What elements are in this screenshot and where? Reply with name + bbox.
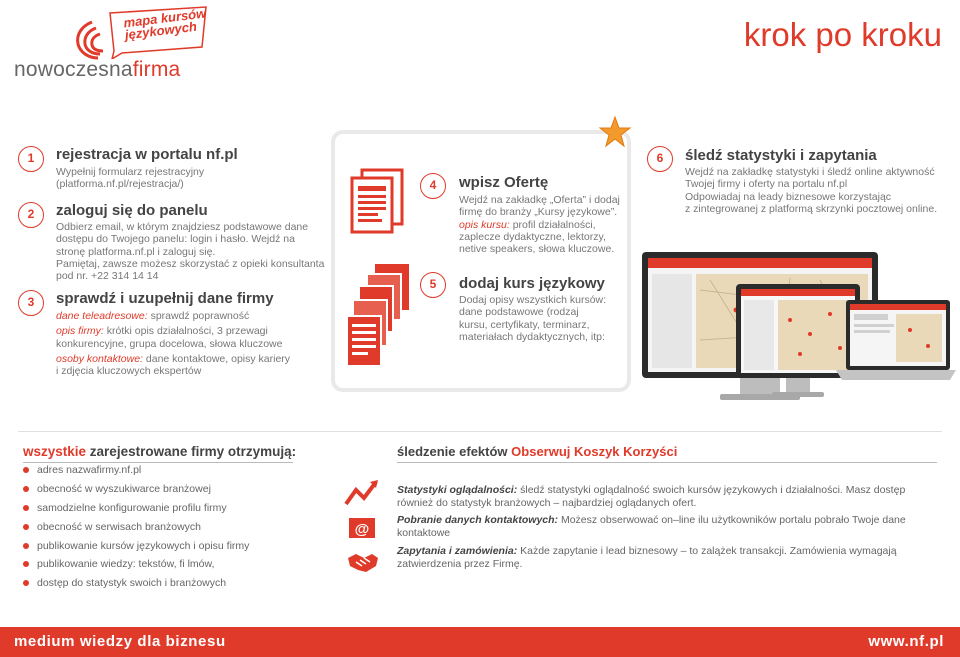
stacked-documents-icon (345, 262, 415, 374)
benefits-title-rest: zarejestrowane firmy otrzymują: (86, 444, 297, 459)
step-5-line: materiałach dydaktycznych, itp: (459, 330, 605, 343)
email-at-icon (348, 514, 378, 542)
step-3-label: opis firmy: (56, 325, 104, 338)
step-2-line: dostępu do Twojego panelu: login i hasło. Wejdź na (56, 233, 295, 246)
feature-orders (397, 545, 937, 571)
step-3-line: konkurencyjne, grupa docelowa, słowa kluczowe (56, 337, 283, 350)
feature-stats (397, 484, 937, 510)
step-5-number: 5 (420, 272, 446, 298)
brand-logo-icon (72, 20, 106, 60)
step-6-title: śledź statystyki i zapytania (685, 147, 877, 164)
feature-label: Zapytania i zamówienia: (397, 545, 518, 557)
step-3-label: osoby kontaktowe: (56, 352, 143, 365)
step-1-text (56, 166, 204, 191)
step-4-title: wpisz Ofertę (459, 174, 549, 191)
step-1-title: rejestracja w portalu nf.pl (56, 146, 238, 163)
step-3-number: 3 (18, 290, 44, 316)
benefits-title-underline (23, 462, 293, 463)
benefits-title (23, 444, 296, 459)
step-4-number: 4 (420, 173, 446, 199)
step-2-line: stronę platforma.nf.pl i zaloguj się. (56, 245, 216, 258)
feature-text: śledź statystyki oglądalność swoich kursów językowych i działalności. Masz dostęp również do statystyk branżowych – najbardziej oglądanych ofert. (397, 484, 906, 509)
step-5-line: Dodaj opisy wszystkich kursów: (459, 294, 607, 306)
step-2-title: zaloguj się do panelu (56, 202, 208, 219)
step-1-line: Wypełnij formularz rejestracyjny (56, 166, 205, 178)
benefit-item: publikowanie wiedzy: tekstów, fi lmów, (23, 558, 214, 570)
step-4-text (459, 194, 624, 255)
step-6-line: z zintegrowanej z platformą skrzynki pocztowej online. (685, 202, 938, 215)
feature-text: Możesz obserwować on–line ilu użytkowników portalu pobrało Twoje dane kontaktowe (397, 514, 906, 539)
step-4-line (459, 219, 624, 231)
stats-chart-icon (344, 478, 380, 508)
tracking-title-underline (397, 462, 937, 463)
step-4-label: opis kursu: (459, 218, 510, 231)
step-5-title: dodaj kurs językowy (459, 275, 605, 292)
step-1-line: (platforma.nf.pl/rejestracja/) (56, 178, 184, 191)
step-6-number: 6 (647, 146, 673, 172)
step-2-number: 2 (18, 202, 44, 228)
step-3-title: sprawdź i uzupełnij dane firmy (56, 290, 274, 307)
step-4-line: zaplecze dydaktyczne, lektorzy, (459, 230, 606, 243)
step-2-text (56, 221, 324, 282)
footer-website-link[interactable]: www.nf.pl (868, 633, 944, 650)
step-2-line: Pamiętaj, zawsze możesz skorzystać z opieki konsultanta (56, 257, 325, 270)
benefit-item: obecność w wyszukiwarce branżowej (23, 483, 211, 495)
badge-text: mapa kursów językowych (122, 5, 207, 43)
step-5-line: kursu, certyfikaty, terminarz, (459, 318, 590, 331)
step-4-line: netive speakers, słowa kluczowe. (459, 243, 615, 256)
star-icon (598, 115, 632, 149)
step-3-label: dane teleadresowe: (56, 310, 148, 322)
feature-contacts (397, 514, 937, 540)
footer-tagline: medium wiedzy dla biznesu (14, 633, 226, 650)
step-6-text (685, 166, 937, 215)
step-4-line: firmę do branży „Kursy językowe”. (459, 206, 618, 219)
step-3-text (56, 310, 290, 377)
step-3-value: dane kontaktowe, opisy kariery (142, 352, 291, 365)
step-2-line: Odbierz email, w którym znajdziesz podstawowe dane (56, 221, 309, 233)
step-5-line: dane podstawowe (rodzaj (459, 306, 579, 319)
step-6-line: Wejdź na zakładkę statystyki i śledź online aktywność (685, 166, 935, 178)
brand-part1: nowoczesna (14, 58, 133, 81)
feature-text: Każde zapytanie i lead biznesowy – to zalążek transakcji. Zamówienia wymagają zatwierdzenia przez Firmę. (397, 545, 897, 570)
benefit-item: samodzielne konfigurowanie profilu firmy (23, 502, 227, 514)
tracking-title-plain: śledzenie efektów (397, 444, 508, 459)
feature-label: Statystyki oglądalności: (397, 484, 518, 496)
brand-part2: firma (132, 58, 181, 81)
step-6-line: Odpowiadaj na leady biznesowe korzystając (685, 190, 892, 203)
benefit-item: obecność w serwisach branżowych (23, 521, 201, 533)
step-4-value: profil działalności, (509, 218, 596, 231)
step-3-line (56, 353, 290, 365)
documents-icon (348, 168, 410, 252)
step-2-line: pod nr. +22 314 14 14 (56, 270, 159, 283)
brand-name (14, 58, 180, 82)
step-3-line: i zdjęcia kluczowych ekspertów (56, 365, 202, 378)
step-6-line: Twojej firmy i oferty na portalu nf.pl (685, 178, 848, 191)
page-headline (744, 16, 942, 54)
headline-text: krok po kroku (743, 16, 942, 53)
step-3-value: krótki opis działalności, 3 przewagi (103, 325, 268, 338)
devices-illustration (640, 250, 956, 422)
benefit-item: dostęp do statystyk swoich i branżowych (23, 577, 226, 589)
svg-text:@: @ (354, 521, 370, 538)
step-3-line (56, 325, 290, 337)
feature-label: Pobranie danych kontaktowych: (397, 514, 559, 526)
section-divider (18, 431, 942, 432)
tracking-title-accent: Obserwuj Koszyk Korzyści (507, 444, 678, 459)
benefits-title-accent: wszystkie (23, 444, 87, 459)
step-3-value: sprawdź poprawność (147, 310, 250, 322)
benefit-item: adres nazwafirmy.nf.pl (23, 464, 141, 476)
step-4-line: Wejdź na zakładkę „Oferta” i dodaj (459, 194, 620, 206)
handshake-icon (346, 548, 380, 576)
step-1-number: 1 (18, 146, 44, 172)
step-5-text (459, 294, 624, 343)
footer-bar (0, 627, 960, 657)
tracking-title (397, 444, 677, 459)
benefit-item: publikowanie kursów językowych i opisu firmy (23, 540, 249, 552)
step-3-line (56, 310, 290, 322)
